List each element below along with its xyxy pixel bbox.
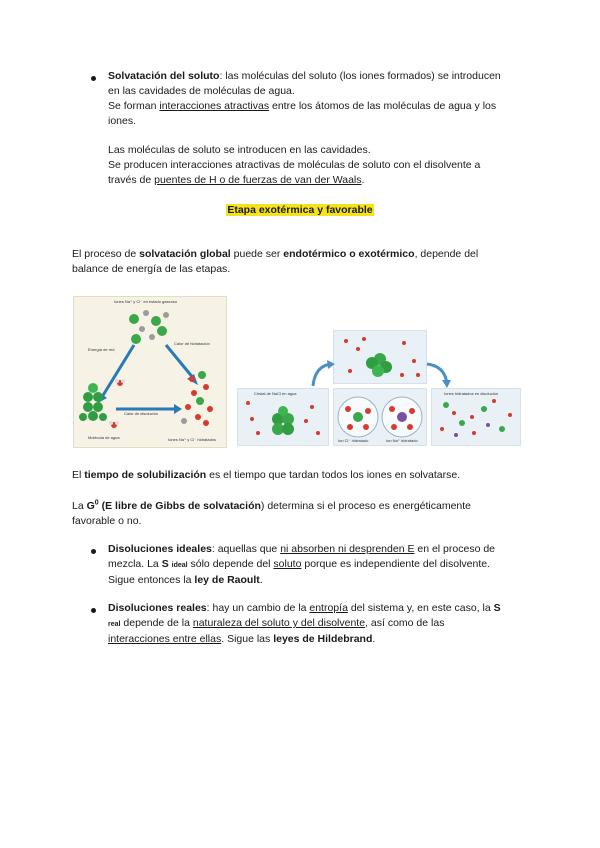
figure-energy-cycle xyxy=(73,296,227,448)
label-dissolution-heat: Calor de disolución xyxy=(124,411,159,416)
term-solvatacion: Solvatación del soluto xyxy=(108,70,220,82)
panel-hydrated xyxy=(431,388,521,446)
label-hydrated-ions: Iones Na⁺ y Cl⁻ hidratados xyxy=(168,437,217,442)
label-water-molecule: Molécula de agua xyxy=(88,435,120,440)
figure-dissolution xyxy=(237,330,520,445)
para-tiempo: El tiempo de solubilización es el tiempo que tardan todos los iones en solvatarse. xyxy=(72,469,461,481)
highlight-exotermica: Etapa exotérmica y favorable xyxy=(227,204,373,216)
label-cl-hydrated: Ion Cl⁻ hidratado xyxy=(338,438,369,443)
label-hydration-heat: Calor de hidratación xyxy=(174,341,210,346)
bullet-solvatacion: Solvatación del soluto: las moléculas del soluto (los iones formados) se introducen en las cavidades de moléculas de agua. Se forman interacciones atractivas entre los átomos de las moléculas de agua y los iones. Las moléculas de soluto se introducen en las cavidades. Se producen interacciones atractivas de moléculas de soluto con el disolvente a través de puentes de H o de fuerzas de van der Waals. xyxy=(108,70,501,186)
bullet-marker xyxy=(91,549,96,554)
para-solvatacion-global: El proceso de solvatación global puede ser endotérmico o exotérmico, depende del balance de energía de las etapas. xyxy=(72,248,479,275)
panel-top xyxy=(333,330,427,384)
bullet-disoluciones-ideales: Disoluciones ideales: aquellas que ni absorben ni desprenden E en el proceso de mezcla. La S ideal sólo depende del soluto porque es independiente del disolvente. Sigue entonces la ley de Raoult. xyxy=(108,543,496,586)
arrow-up xyxy=(309,358,339,388)
bullet-disoluciones-reales: Disoluciones reales: hay un cambio de la entropía del sistema y, en este caso, la S real depende de la naturaleza del soluto y del disolvente, así como de las interacciones entre ellas. Sigue las leyes de Hildebrand. xyxy=(108,602,501,645)
label-gaseous-ions: Iones Na⁺ y Cl⁻ en estado gaseoso xyxy=(114,299,178,304)
panel-ions xyxy=(333,388,427,446)
bullet-marker xyxy=(91,76,96,81)
bullet-marker xyxy=(91,608,96,613)
label-hydrated-solution: Iones hidratados en disolución xyxy=(444,391,499,396)
label-na-hydrated: Ion Na⁺ hidratado xyxy=(386,438,418,443)
para-gibbs: La $G^0$ (E libre de Gibbs de solvatación) determina si el proceso es energéticamente favorable o no. xyxy=(72,499,472,527)
label-lattice-energy: Energía de red xyxy=(88,347,115,352)
arrow-down xyxy=(423,358,453,388)
panel-crystal xyxy=(237,388,329,446)
label-crystal: Cristal de NaCl en agua xyxy=(254,391,297,396)
energy-cycle-svg xyxy=(74,297,226,447)
